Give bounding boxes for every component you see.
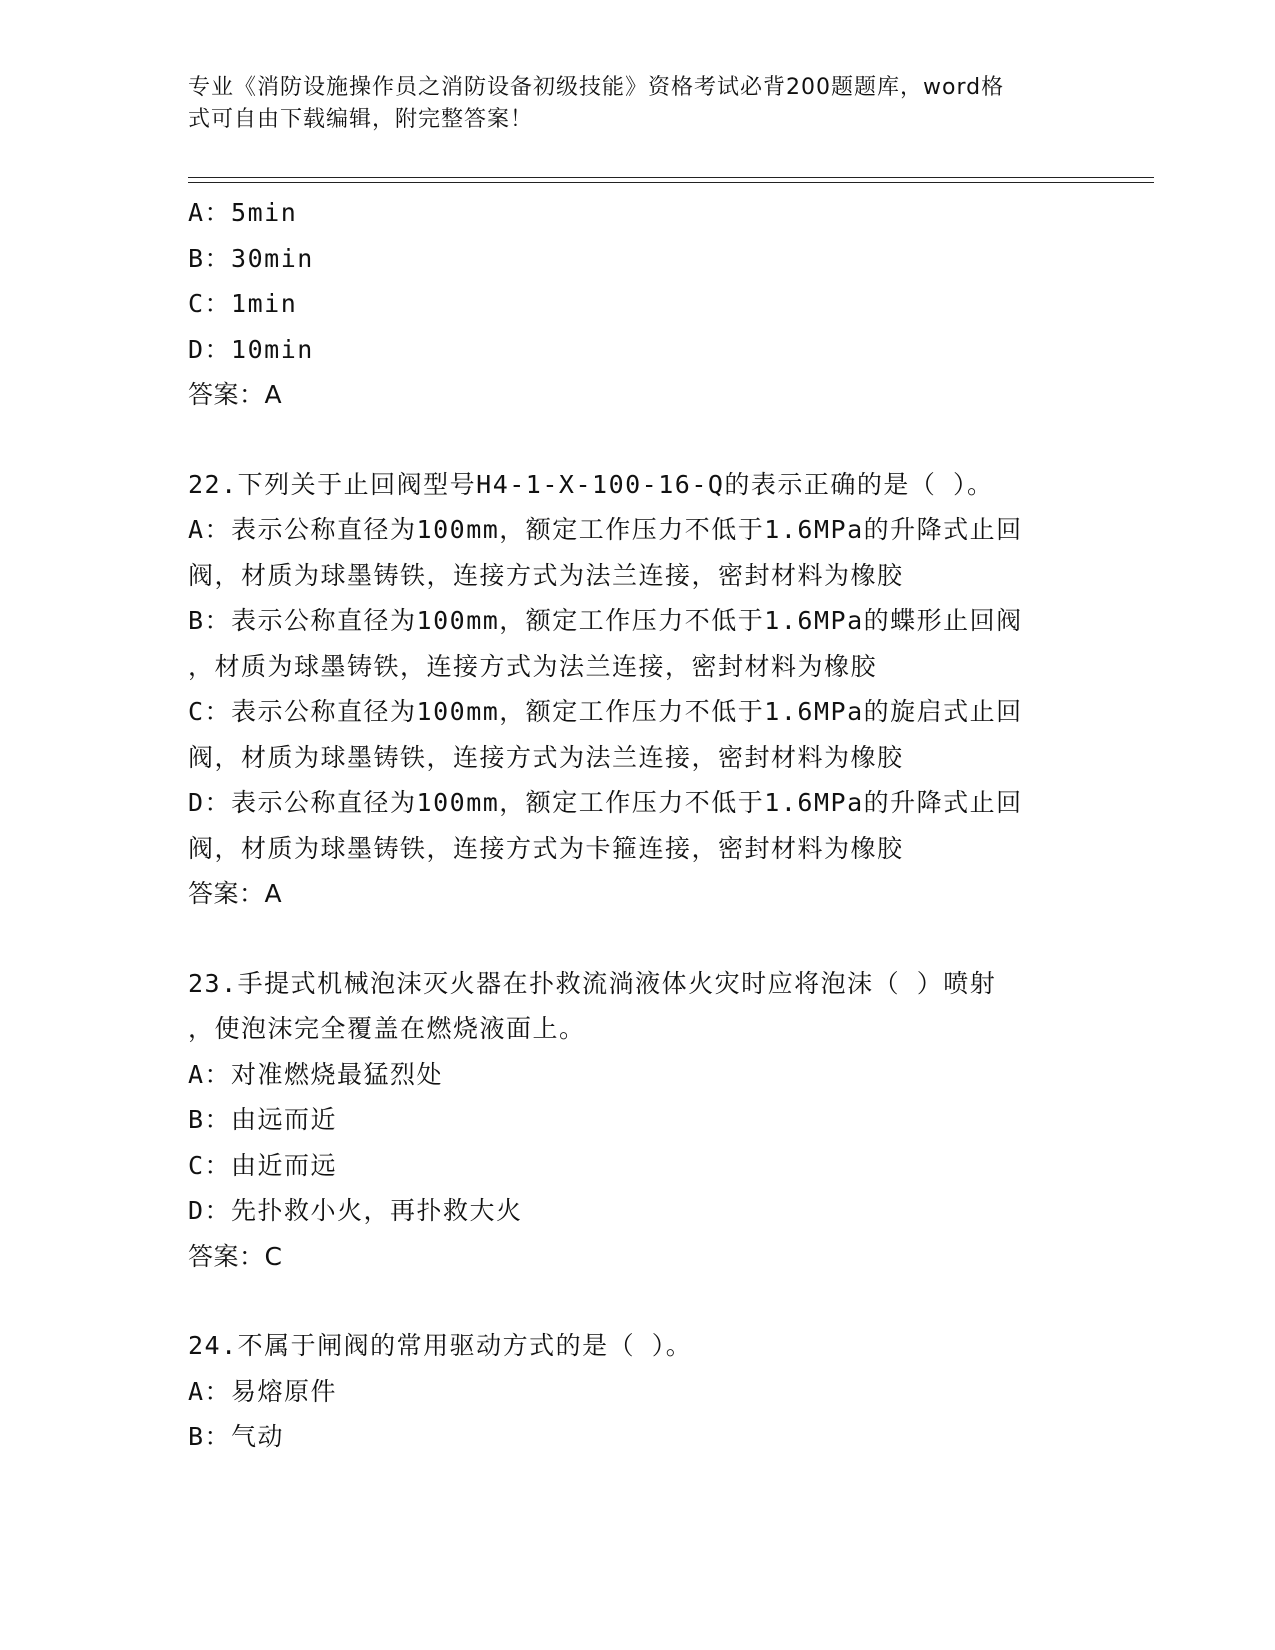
question-text: 22.下列关于止回阀型号H4-1-X-100-16-Q的表示正确的是（ ）。 bbox=[188, 469, 994, 499]
option-line: D：表示公称直径为100mm，额定工作压力不低于1.6MPa的升降式止回 bbox=[188, 788, 1023, 817]
option-line: B：表示公称直径为100mm，额定工作压力不低于1.6MPa的蝶形止回阀 bbox=[188, 606, 1023, 635]
option-line: A：易熔原件 bbox=[188, 1376, 338, 1406]
block-spacer bbox=[188, 917, 1088, 961]
option-line: C：由近而远 bbox=[188, 1150, 338, 1180]
option-line: B：气动 bbox=[188, 1422, 285, 1451]
option-line: A：5min bbox=[188, 198, 298, 227]
question-block bbox=[188, 961, 1088, 1280]
question-text: ，使泡沫完全覆盖在燃烧液面上。 bbox=[188, 1014, 586, 1043]
answer-line: 答案：C bbox=[188, 1241, 283, 1271]
option-line: A：对准燃烧最猛烈处 bbox=[188, 1059, 444, 1089]
question-block bbox=[188, 462, 1088, 917]
option-line: 阀，材质为球墨铸铁，连接方式为卡箍连接，密封材料为橡胶 bbox=[188, 833, 904, 863]
option-line: D：先扑救小火，再扑救大火 bbox=[188, 1196, 523, 1225]
option-line: 阀，材质为球墨铸铁，连接方式为法兰连接，密封材料为橡胶 bbox=[188, 742, 904, 772]
header-line-1: 专业《消防设施操作员之消防设备初级技能》资格考试必背200题题库，word格 bbox=[188, 75, 1005, 100]
option-line: D：10min bbox=[188, 334, 314, 364]
option-line: 阀，材质为球墨铸铁，连接方式为法兰连接，密封材料为橡胶 bbox=[188, 560, 904, 590]
block-spacer bbox=[188, 418, 1088, 462]
answer-line: 答案：A bbox=[188, 879, 283, 908]
block-spacer bbox=[188, 1279, 1088, 1323]
question-block bbox=[188, 190, 1088, 418]
header-rule-bottom bbox=[188, 182, 1154, 183]
question-text: 23.手提式机械泡沫灭火器在扑救流淌液体火灾时应将泡沫（ ）喷射 bbox=[188, 968, 997, 998]
header-line-2: 式可自由下载编辑，附完整答案！ bbox=[188, 107, 534, 132]
question-text: 24.不属于闸阀的常用驱动方式的是（ ）。 bbox=[188, 1331, 693, 1360]
question-block bbox=[188, 1323, 1088, 1460]
header-rule-top bbox=[188, 177, 1154, 178]
question-list bbox=[188, 190, 1088, 1460]
option-line: B：由远而近 bbox=[188, 1105, 338, 1134]
option-line: A：表示公称直径为100mm，额定工作压力不低于1.6MPa的升降式止回 bbox=[188, 515, 1023, 544]
option-line: C：表示公称直径为100mm，额定工作压力不低于1.6MPa的旋启式止回 bbox=[188, 697, 1023, 726]
option-line: C：1min bbox=[188, 289, 298, 318]
option-line: B：30min bbox=[188, 243, 314, 273]
option-line: ，材质为球墨铸铁，连接方式为法兰连接，密封材料为橡胶 bbox=[188, 651, 878, 681]
page-header bbox=[188, 72, 1088, 136]
answer-line: 答案：A bbox=[188, 380, 283, 409]
